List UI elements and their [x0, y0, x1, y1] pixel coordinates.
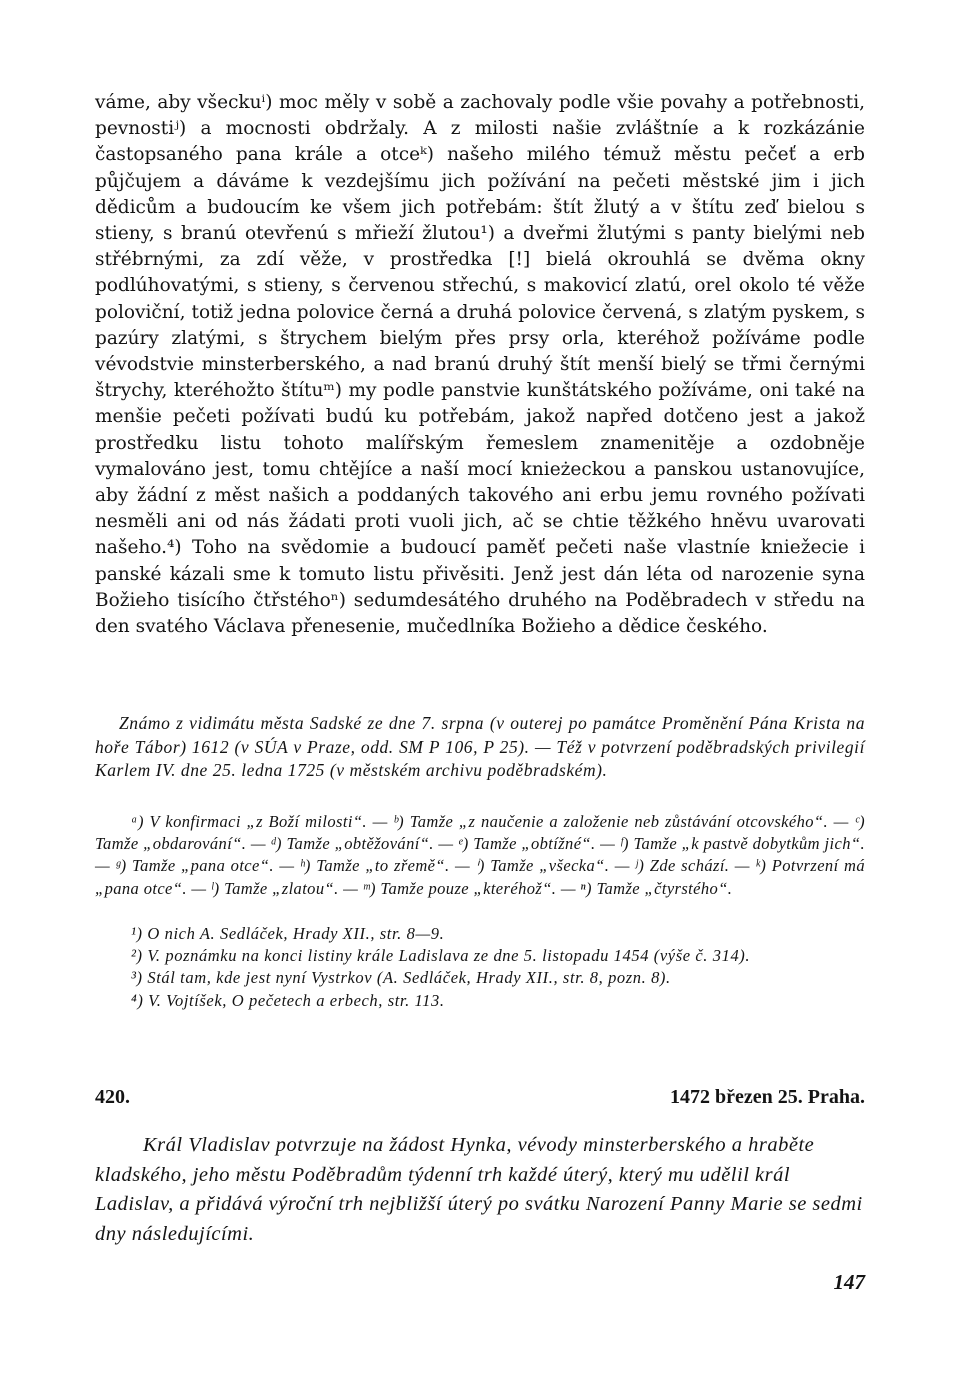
entry-number: 420.	[95, 1086, 130, 1108]
charter-text	[95, 90, 865, 640]
footnote-3: ³) Stál tam, kde jest nyní Vystrkov (A. Sedláček, Hrady XII., str. 8, pozn. 8).	[131, 968, 671, 988]
variants-paragraph: ᵃ) V konfirmaci „z Boží milosti“. — ᵇ) Tamže „z naučenie a založenie neb zůstávání otcovského“. — ᶜ) Tamže „obdarování“. — ᵈ) Tamže „obtěžování“. — ᵉ) Tamže „obtížné“. — ᶠ) Tamže „k pastvě dobytkům jich“. — ᵍ) Tamže „pana otce“. — ʰ) Tamže „to zřemě“. — ⁱ) Tamže „všecka“. — ʲ) Zde schází. — ᵏ) Potvrzení má „pana otce“. — ˡ) Tamže „zlatou“. — ᵐ) Tamže pouze „kteréhož“. — ⁿ) Tamže „čtyrstého“.	[95, 812, 865, 898]
footnote-1: ¹) O nich A. Sedláček, Hrady XII., str. 8—9.	[131, 924, 445, 943]
page-number: 147	[833, 1270, 865, 1294]
entry-date: 1472 březen 25. Praha.	[670, 1086, 865, 1108]
charter-paragraph: váme, aby všeckuⁱ) moc měly v sobě a zachovaly podle všie povahy a potřebnosti, pevnostiʲ) a mocnosti obdržaly. A z milosti našie zvláštníe a k rozkázánie častopsaného pana krále a otceᵏ) našeho milého témuž městu pečeť a erb půjčujem a dáváme k vezdejšímu jich požívání na pečeti městské jim i jich dědicům a budoucím ke všem jich potřebám: štít žlutý a v štítu zeď bielou s stieny, s branú otevřenú s mřieží žlutou¹) a dveřmi žlutými s panty bielými neb střébrnými, za zdí věže, v prostředka [!] bielá okrouhlá se dvěma okny podlúhovatými, s stieny, s červenou střechú, s makovicí zlatú, orel okolo té věže poloviční, totiž jedna polovice černá a druhá polovice červená, s zlatým pyskem, s pazúry zlatými, s štrychem bielým přes prsy orla, kteréhož požíváme podle vévodstvie minsterberského, a nad branú druhý štít menší bielý se třmi černými štrychy, kteréhožto štítuᵐ) my podle panstvie kunštátského požíváme, oni také na menšie pečeti požívati budú ku potřebám, jakož napřed dotčeno jest a jakož prostředku listu tohoto malířským řemeslem znamenitěje a ozdobněje vymalováno jest, tomu chtějíce a naší mocí knieżeckou a panskou ustanovujíce, aby žádní z měst našich a poddaných takového ani erbu jemu rovného požívati nesměli ani od nás žádati proti vuoli jich, ač se chtie těžkého hněvu uvarovati našeho.⁴) Toho na svědomie a budoucí paměť pečeti naše vlastníe kniežecie i panské kázali sme k tomuto listu přivěsiti. Jenž jest dán léta od narozenie syna Božieho tisícího čtřstéhoⁿ) sedumdesátého druhého na Poděbradech v středu na den svatého Václava přenesenie, mučedlníka Božieho a dědice českého.	[95, 92, 865, 638]
entry-summary	[95, 1131, 865, 1249]
source-note	[95, 712, 865, 783]
text-variants	[95, 811, 865, 900]
entry-header	[95, 1086, 865, 1112]
footnotes	[95, 923, 865, 1012]
footnote-2: ²) V. poznámku na konci listiny krále Ladislava ze dne 5. listopadu 1454 (výše č. 314).	[131, 946, 751, 966]
source-note-paragraph: Známo z vidimátu města Sadské ze dne 7. srpna (v outerej po památce Proměnění Pána Krista na hoře Tábor) 1612 (v SÚA v Praze, odd. SM P 106, P 25). — Též v potvrzení poděbradských privilegií Karlem IV. dne 25. ledna 1725 (v městském archivu poděbradském).	[95, 713, 865, 780]
footnote-4: ⁴) V. Vojtíšek, O pečetech a erbech, str. 113.	[131, 990, 445, 1010]
summary-paragraph: Král Vladislav potvrzuje na žádost Hynka, vévody minsterberského a hraběte kladského, jeho městu Poděbradům týdenní trh každé úterý, který mu udělil král Ladislav, a přidává výroční trh nejbližší úterý po svátku Narození Panny Marie se sedmi dny následujícími.	[95, 1134, 863, 1245]
